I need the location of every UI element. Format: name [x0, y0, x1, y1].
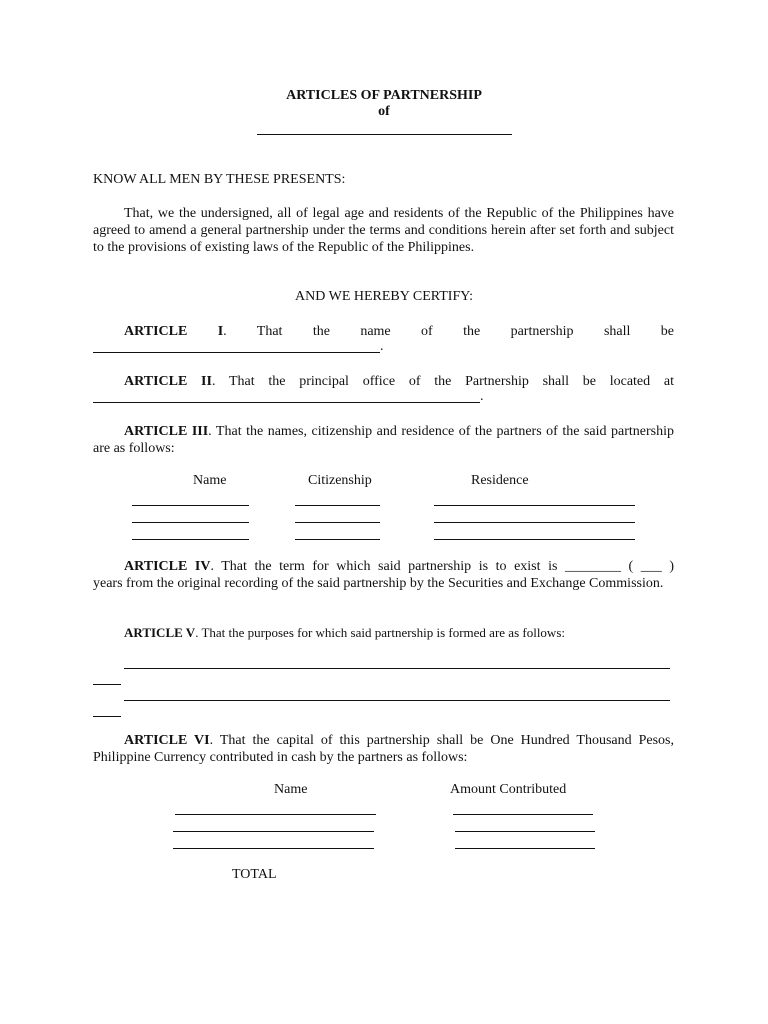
intro-paragraph: That, we the undersigned, all of legal age and residents of the Republic of the Philippines have agreed to amend a general partnership under the terms and conditions herein after set forth and subject to the provisions of existing laws of the Republic of the Philippines. — [93, 206, 674, 255]
article-vi-text: . That the capital of this partnership shall be One Hundred Thousand Pesos, Philippine Currency contributed in cash by the partners as follows: — [93, 733, 675, 765]
article-iii-label: ARTICLE III — [124, 424, 209, 439]
total-label: TOTAL — [232, 867, 277, 882]
article-ii — [93, 373, 674, 390]
article-iii — [93, 423, 674, 457]
purpose-blank[interactable] — [124, 700, 670, 701]
intro-heading: KNOW ALL MEN BY THESE PRESENTS: — [93, 172, 346, 187]
iii-name-blank[interactable] — [132, 539, 249, 540]
article-v-text: . That the purposes for which said partnership is formed are as follows: — [195, 625, 565, 640]
article-i-label: ARTICLE I — [124, 324, 224, 339]
iii-col-name: Name — [193, 473, 227, 488]
vi-name-blank[interactable] — [173, 831, 374, 832]
vi-amount-blank[interactable] — [453, 814, 593, 815]
iii-residence-blank[interactable] — [434, 539, 635, 540]
article-i — [93, 323, 674, 340]
purpose-blank-cont[interactable] — [93, 684, 121, 685]
article-i-blank[interactable] — [93, 352, 380, 353]
iii-name-blank[interactable] — [132, 522, 249, 523]
article-ii-blank[interactable] — [93, 402, 480, 403]
vi-col-name: Name — [274, 782, 308, 797]
iii-name-blank[interactable] — [132, 505, 249, 506]
article-ii-text: . That the principal office of the Partnership shall be located at — [211, 374, 674, 389]
article-i-text: . That the name of the partnership shall be — [223, 324, 674, 339]
vi-amount-blank[interactable] — [455, 831, 595, 832]
document-title: ARTICLES OF PARTNERSHIP — [286, 88, 482, 103]
iii-citizenship-blank[interactable] — [295, 522, 380, 523]
iii-residence-blank[interactable] — [434, 522, 635, 523]
iii-citizenship-blank[interactable] — [295, 505, 380, 506]
vi-name-blank[interactable] — [175, 814, 376, 815]
vi-name-blank[interactable] — [173, 848, 374, 849]
title-of: of — [378, 104, 390, 119]
article-iv-line1 — [93, 558, 674, 575]
article-vi — [93, 732, 674, 766]
article-v — [124, 625, 565, 641]
article-ii-label: ARTICLE II — [124, 374, 212, 389]
article-iv-text-a: . That the term for which said partnership is to exist is ________ ( ___ ) — [210, 559, 675, 574]
article-iv-label: ARTICLE IV — [124, 559, 211, 574]
article-iii-text: . That the names, citizenship and residence of the partners of the said partnership are as follows: — [93, 424, 674, 456]
iii-citizenship-blank[interactable] — [295, 539, 380, 540]
vi-amount-blank[interactable] — [455, 848, 595, 849]
article-v-label: ARTICLE V — [124, 625, 196, 640]
vi-col-amount: Amount Contributed — [450, 782, 567, 797]
article-i-period: . — [380, 339, 384, 354]
article-ii-period: . — [480, 389, 484, 404]
partnership-name-blank[interactable] — [257, 134, 512, 135]
iii-col-citizenship: Citizenship — [308, 473, 372, 488]
certify-heading: AND WE HEREBY CERTIFY: — [295, 289, 473, 304]
article-vi-label: ARTICLE VI — [124, 733, 210, 748]
article-iv-text-b: years from the original recording of the said partnership by the Securities and Exchange Commission. — [93, 576, 664, 591]
purpose-blank[interactable] — [124, 668, 670, 669]
iii-residence-blank[interactable] — [434, 505, 635, 506]
purpose-blank-cont[interactable] — [93, 716, 121, 717]
iii-col-residence: Residence — [471, 473, 529, 488]
